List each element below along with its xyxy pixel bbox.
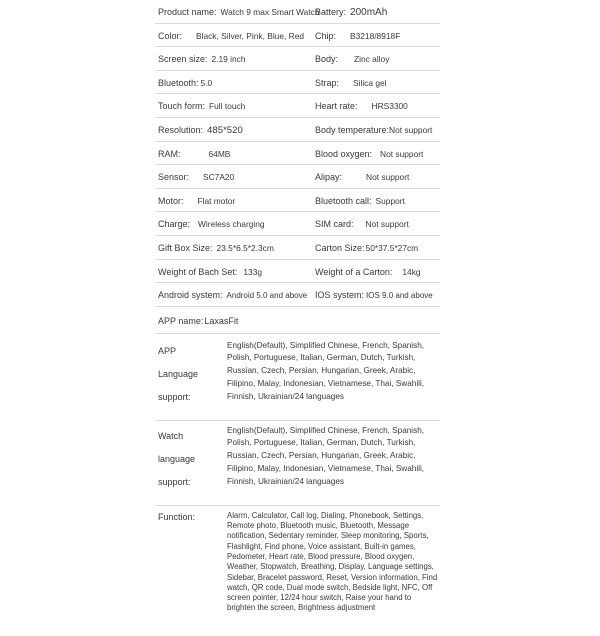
spec-value: Black, Silver, Pink, Blue, Red [196, 30, 305, 41]
spec-value: IOS 9.0 and above [366, 291, 433, 301]
spec-label: APP name: [158, 315, 204, 326]
spec-value: Support [375, 195, 405, 206]
spec-label: Weight of Bach Set: [158, 266, 238, 277]
spec-label: Sensor: [158, 172, 190, 183]
spec-value: 200mAh [350, 7, 388, 18]
spec-value: B3218/8918F [350, 30, 401, 41]
app-language-section [155, 334, 440, 421]
spec-row-color [155, 24, 440, 48]
function-list: Alarm, Calculator, Call log, Dialing, Phonebook, Settings, Remote photo, Bluetooth music, Bluetooth, Message notification, Sedentary reminder, Sleep monitoring, Sports, Flashlight, Find phone, Voice assistant, Built-in games, Pedometer, Heart rate, Blood pressure, Blood oxygen, Weather, Stopwatch, Breathing, Display, Language settings, Sidebar, Bracelet password, Reset, Version information, Find watch, QR code, Dual mode switch, Bedside light, NFC, Off screen pointer, 12/24 hour switch, Raise your hand to brighten the screen, Brightness adjustment [227, 510, 438, 613]
spec-sheet [155, 0, 440, 636]
spec-value: 2.19 inch [211, 54, 246, 65]
spec-value: 14kg [402, 266, 421, 277]
spec-row-system [155, 283, 440, 307]
spec-row-weight [155, 260, 440, 284]
spec-label: Motor: [158, 195, 184, 206]
spec-value: 485*520 [207, 124, 243, 136]
spec-value: LaxasFit [204, 315, 239, 326]
spec-value: Not support [380, 148, 424, 159]
spec-value: Not support [365, 219, 409, 230]
spec-label: Carton Size: [315, 242, 365, 253]
spec-row-charge [155, 212, 440, 236]
spec-label: SIM card: [315, 219, 354, 230]
spec-value: 5.0 [200, 77, 213, 88]
spec-value: SC7A20 [203, 172, 235, 183]
app-language-label: APP Language support: [158, 345, 199, 402]
spec-label: Weight of a Carton: [315, 266, 393, 277]
spec-label: Bluetooth: [158, 77, 199, 88]
spec-label: RAM: [158, 148, 181, 159]
spec-row-resolution [155, 118, 440, 142]
spec-label: Body: [315, 54, 339, 65]
function-label: Function: [158, 511, 196, 522]
spec-label: Resolution: [158, 124, 204, 135]
spec-label: Screen size: [158, 54, 208, 65]
spec-label: Product name: [158, 7, 217, 17]
spec-row-app-name [155, 307, 440, 334]
spec-row-motor [155, 189, 440, 213]
spec-row-touch [155, 94, 440, 118]
app-language-list: English(Default), Simplified Chinese, French, Spanish, Polish, Portuguese, Italian, German, Dutch, Turkish, Russian, Czech, Persian, Hungarian, Greek, Arabic, Filipino, Malay, Indonesian, Vietnamese, Thai, Swahili, Finnish, Ukrainian/24 languages [227, 340, 425, 401]
spec-value: Watch 9 max Smart Watch [220, 7, 320, 17]
spec-row-product [155, 0, 440, 24]
spec-label: Body temperature: [315, 124, 390, 135]
spec-row-ram [155, 142, 440, 166]
spec-label: Gift Box Size: [158, 242, 213, 253]
spec-value: Zinc alloy [354, 54, 390, 65]
spec-row-screen [155, 47, 440, 71]
spec-value: 50*37.5*27cm [365, 242, 419, 253]
spec-label: Strap: [315, 77, 340, 88]
spec-label: Color: [158, 30, 183, 41]
spec-value: Wireless charging [198, 219, 265, 230]
function-section [155, 506, 440, 636]
spec-value: Flat motor [197, 195, 236, 206]
spec-label: Heart rate: [315, 101, 358, 112]
spec-label: Blood oxygen: [315, 148, 373, 159]
spec-label: Alipay: [315, 172, 343, 183]
spec-value: Full touch [209, 101, 246, 112]
spec-row-sensor [155, 165, 440, 189]
spec-value: 64MB [208, 148, 231, 159]
spec-label: Charge: [158, 219, 191, 230]
spec-value: Silica gel [353, 77, 387, 88]
spec-label: Battery: [315, 7, 347, 17]
spec-value: HRS3300 [371, 101, 408, 112]
spec-row-bluetooth [155, 71, 440, 95]
spec-label: Bluetooth call: [315, 195, 372, 206]
watch-language-list: English(Default), Simplified Chinese, French, Spanish, Polish, Portuguese, Italian, German, Dutch, Turkish, Russian, Czech, Persian, Hungarian, Greek, Arabic, Filipino, Malay, Indonesian, Vietnamese, Thai, Swahili, Finnish, Ukrainian/24 languages [227, 425, 425, 486]
spec-value: Not support [366, 172, 410, 183]
spec-row-giftbox [155, 236, 440, 260]
spec-label: Chip: [315, 30, 337, 41]
spec-value: 23.5*6.5*2.3cm [216, 242, 274, 253]
spec-label: IOS system: [315, 290, 365, 301]
spec-label: Android system: [158, 290, 223, 301]
watch-language-label: Watch language support: [158, 430, 196, 487]
spec-value: 133g [243, 266, 263, 277]
spec-value: Android 5.0 and above [226, 291, 308, 301]
spec-label: Touch form: [158, 101, 206, 112]
watch-language-section [155, 421, 440, 506]
spec-value: Not support [389, 124, 433, 135]
